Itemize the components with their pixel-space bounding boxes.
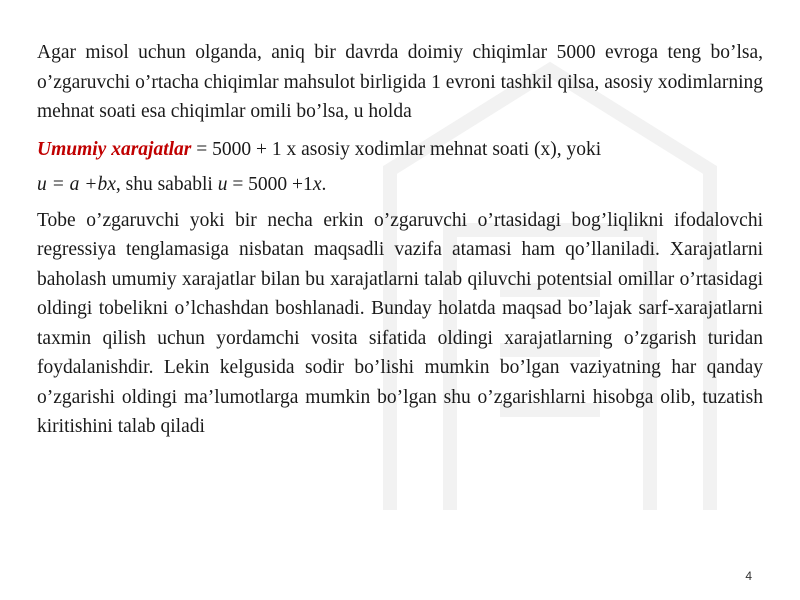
equation-specific: = 5000 +1 bbox=[227, 174, 313, 195]
term-total-costs: Umumiy xarajatlar bbox=[37, 138, 192, 160]
paragraph-explanation: Tobe o’zgaruvchi yoki bir necha erkin o’zgaruvchi o’rtasidagi bog’liqlikni ifodalovchi regressiya tenglamasiga nisbatan maqsadli vazifa atamasi ham qo’llaniladi. Xarajatlarni baholash umumiy xarajatlar bilan bu xarajatlarni talab qiluvchi potentsial omillar o’rtasidagi oldingi tobelikni o’lchashdan boshlanadi. Bunday holatda maqsad bo’lajak sarf-xarajatlarni taxmin qilish uchun yordamchi vosita sifatida oldingi xarajatlarning o’zgarish turidan foydalanishdir. Lekin kelgusida sodir bo’lishi mumkin bo’lgan vaziyatning har qanday o’zgarishi oldingi ma’lumotlarga mumkin bo’lgan shu o’zgarishlarni hisobga olib, tuzatish kiritishini talab qiladi bbox=[37, 209, 763, 437]
page-number: 4 bbox=[745, 569, 752, 583]
equation-connector: , shu sababli bbox=[115, 174, 218, 195]
formula-total-costs: = 5000 + 1 x asosiy xodimlar mehnat soati (x), yoki bbox=[191, 138, 602, 160]
equation-variable-u: u bbox=[217, 174, 228, 195]
paragraph-intro: Agar misol uchun olganda, aniq bir davrda doimiy chiqimlar 5000 evroga teng bo’lsa, o’zgaruvchi o’rtacha chiqimlar mahsulot birligida 1 evroni tashkil qilsa, asosiy xodimlarning mehnat soati esa chiqimlar omili bo’lsa, u holda bbox=[37, 42, 763, 122]
slide-body bbox=[37, 38, 763, 442]
equation-period: . bbox=[321, 174, 327, 195]
equation-variable-x: x bbox=[312, 174, 322, 195]
equation-general: u = a +bx bbox=[37, 174, 116, 195]
paragraph-total-costs-formula bbox=[37, 135, 763, 165]
paragraph-regression-equation bbox=[37, 170, 763, 200]
